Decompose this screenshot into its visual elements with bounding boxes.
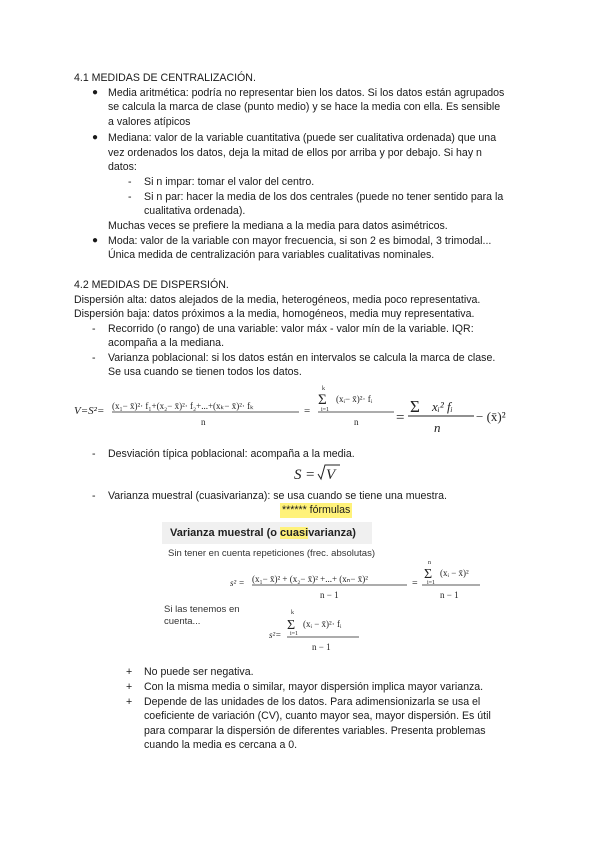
svg-text:=: = xyxy=(412,578,418,589)
svg-text:k: k xyxy=(291,610,294,616)
svg-text:V: V xyxy=(326,467,336,483)
section-heading-dispersion: 4.2 MEDIDAS DE DISPERSIÓN. xyxy=(74,279,229,291)
dash-marker: - xyxy=(128,191,132,203)
title-highlight: cuasi xyxy=(280,527,309,539)
bullet-dot: ● xyxy=(92,235,99,246)
varianza-poblacional-1: Varianza poblacional: si los datos están en intervalos se calcula la marca de clase. xyxy=(108,352,496,364)
svg-text:S: S xyxy=(294,467,302,483)
mediana-nota: Muchas veces se prefiere la mediana a la media para datos asimétricos. xyxy=(108,220,448,232)
svg-text:k: k xyxy=(322,386,325,392)
formula-cuasivarianza-frec-svg xyxy=(267,608,377,654)
plus-marker: + xyxy=(126,681,133,693)
recorrido-1: Recorrido (o rango) de una variable: valor máx - valor mín de la variable. IQR: xyxy=(108,323,474,335)
mediana-impar: Si n impar: tomar el valor del centro. xyxy=(144,176,315,188)
media-text-1: Media aritmética: podría no representar bien los datos. Si los datos están agrupados xyxy=(108,87,505,99)
dispersion-alta: Dispersión alta: datos alejados de la media, heterogéneos, media poco representativa. xyxy=(74,294,481,306)
formula-cuasivarianza-svg xyxy=(222,558,502,602)
svg-text:Σ: Σ xyxy=(287,618,296,633)
sample-variance-image xyxy=(162,522,502,657)
svg-text:n − 1: n − 1 xyxy=(440,590,459,600)
plus-item-2: Con la misma media o similar, mayor dispersión implica mayor varianza. xyxy=(144,681,484,693)
svg-text:(x₁− x̄)²· f₁+(x₂− x̄)²· f₂+..: (x₁− x̄)²· f₁+(x₂− x̄)²· f₂+...+(xₖ− x̄)²· fₖ xyxy=(112,401,254,411)
svg-text:Σ: Σ xyxy=(424,567,433,582)
dispersion-baja: Dispersión baja: datos próximos a la media, homogéneos, media muy representativa. xyxy=(74,308,475,320)
formulas-note: ****** fórmulas xyxy=(282,504,351,516)
sin-repeticiones-text: Sin tener en cuenta repeticiones (frec. absolutas) xyxy=(168,548,376,559)
svg-text:n − 1: n − 1 xyxy=(320,590,339,600)
media-text-2: se calcula la marca de clase (punto medio) y se hace la media con ella. Es sensible xyxy=(108,101,501,113)
si-las-tenemos-1: Si las tenemos en xyxy=(164,604,240,615)
formula-desviacion-svg xyxy=(292,462,352,484)
dash-marker: - xyxy=(92,323,96,335)
plus-item-3d: cuando la media es cercana a 0. xyxy=(144,739,298,751)
formula-varianza-svg xyxy=(74,384,514,434)
varianza-poblacional-2: Se usa cuando se tienen todos los datos. xyxy=(108,366,302,378)
bullet-dot: ● xyxy=(92,87,99,98)
plus-item-3b: coeficiente de variación (CV), cuanto mayor sea, mayor dispersión. Es útil xyxy=(144,710,491,722)
dash-marker: - xyxy=(128,176,132,188)
mediana-text-2: vez ordenados los datos, deja la mitad de ellos por arriba y por debajo. Si hay n xyxy=(108,147,482,159)
media-text-3: a valores atípicos xyxy=(108,116,191,128)
mediana-par-1: Si n par: hacer la media de los dos centrales (puede no tener sentido para la xyxy=(144,191,504,203)
dash-marker: - xyxy=(92,352,96,364)
plus-item-3c: para comparar la dispersión de diferentes variables. Presenta problemas xyxy=(144,725,486,737)
svg-text:Σ: Σ xyxy=(318,392,327,408)
svg-text:n: n xyxy=(354,417,359,427)
svg-text:V=S²=: V=S²= xyxy=(74,405,105,417)
svg-text:s²=: s²= xyxy=(269,630,282,640)
svg-text:xᵢ² fᵢ: xᵢ² fᵢ xyxy=(432,399,453,414)
mediana-par-2: cualitativa ordenada). xyxy=(144,205,246,217)
varianza-muestral: Varianza muestral (cuasivarianza): se usa cuando se tiene una muestra. xyxy=(108,490,447,502)
bullet-dot: ● xyxy=(92,132,99,143)
svg-text:i=1: i=1 xyxy=(290,631,299,637)
formula-varianza-poblacional xyxy=(74,384,514,434)
svg-text:(xᵢ − x̄)²: (xᵢ − x̄)² xyxy=(440,568,469,578)
dash-marker: - xyxy=(92,448,96,460)
svg-text:(xᵢ− x̄)²· fᵢ: (xᵢ− x̄)²· fᵢ xyxy=(336,394,373,404)
svg-text:i=1: i=1 xyxy=(321,407,330,413)
svg-text:n: n xyxy=(428,560,431,566)
plus-marker: + xyxy=(126,666,133,678)
svg-text:n: n xyxy=(201,417,206,427)
svg-text:s² =: s² = xyxy=(230,578,245,588)
svg-text:Σ: Σ xyxy=(410,397,420,416)
si-las-tenemos-2: cuenta... xyxy=(164,616,201,627)
dash-marker: - xyxy=(92,490,96,502)
title-pre: Varianza muestral (o xyxy=(170,527,281,539)
svg-text:− (x̄)²: − (x̄)² xyxy=(476,409,506,424)
section-heading-centralizacion: 4.1 MEDIDAS DE CENTRALIZACIÓN. xyxy=(74,72,256,84)
svg-text:(xᵢ − x̄)²· fᵢ: (xᵢ − x̄)²· fᵢ xyxy=(303,619,342,629)
formula-desviacion xyxy=(292,462,352,484)
sample-variance-title xyxy=(162,522,372,544)
recorrido-2: acompaña a la mediana. xyxy=(108,337,225,349)
svg-text:n − 1: n − 1 xyxy=(312,642,331,652)
title-post: varianza) xyxy=(308,527,356,539)
plus-item-3a: Depende de las unidades de los datos. Para adimensionizarla se usa el xyxy=(144,696,481,708)
plus-marker: + xyxy=(126,696,133,708)
svg-text:i=1: i=1 xyxy=(427,580,436,586)
svg-text:=: = xyxy=(304,405,311,417)
mediana-text-1: Mediana: valor de la variable cuantitativa (puede ser cualitativa ordenada) que una xyxy=(108,132,497,144)
moda-text-1: Moda: valor de la variable con mayor frecuencia, si son 2 es bimodal, 3 trimodal... xyxy=(108,235,492,247)
mediana-text-3: datos: xyxy=(108,161,137,173)
svg-text:=: = xyxy=(306,467,315,483)
plus-item-1: No puede ser negativa. xyxy=(144,666,254,678)
svg-text:n: n xyxy=(434,420,441,434)
svg-text:=: = xyxy=(396,410,405,426)
desviacion-tipica: Desviación típica poblacional: acompaña a la media. xyxy=(108,448,355,460)
svg-text:(x₁− x̄)² + (x₂− x̄)² +...+ (x: (x₁− x̄)² + (x₂− x̄)² +...+ (xₙ− x̄)² xyxy=(252,574,368,584)
moda-text-2: Única medida de centralización para variables cualitativas nominales. xyxy=(108,249,435,261)
